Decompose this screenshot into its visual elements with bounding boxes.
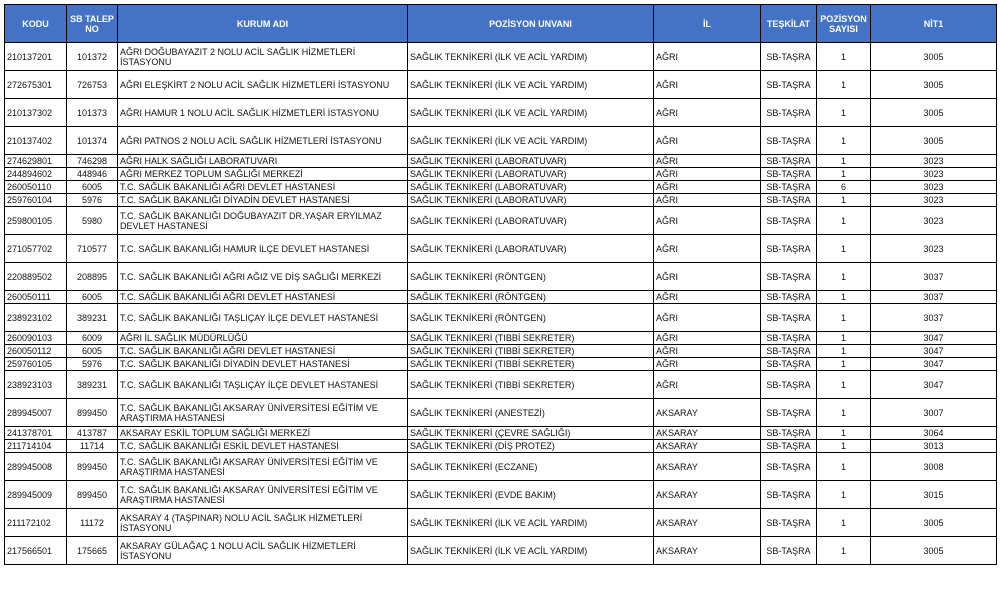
cell-talep-no: 6009 [67,332,118,345]
cell-sayi: 1 [817,332,871,345]
cell-il: AĞRI [654,304,761,332]
cell-teskilat: SB-TAŞRA [761,127,817,155]
table-row [5,207,997,235]
cell-teskilat: SB-TAŞRA [761,207,817,235]
cell-sayi: 1 [817,399,871,427]
cell-pozisyon: SAĞLIK TEKNİKERİ (ECZANE) [408,453,654,481]
cell-kurum: T.C. SAĞLIK BAKANLIĞI AĞRI DEVLET HASTANESİ [118,345,408,358]
table-row [5,155,997,168]
cell-il: AĞRI [654,235,761,263]
cell-talep-no: 5976 [67,358,118,371]
cell-kurum: T.C. SAĞLIK BAKANLIĞI TAŞLIÇAY İLÇE DEVLET HASTANESİ [118,371,408,399]
cell-talep-no: 208895 [67,263,118,291]
cell-teskilat: SB-TAŞRA [761,263,817,291]
cell-kurum: T.C. SAĞLIK BAKANLIĞI TAŞLIÇAY İLÇE DEVLET HASTANESİ [118,304,408,332]
cell-teskilat: SB-TAŞRA [761,537,817,565]
cell-kodu: 238923102 [5,304,67,332]
cell-teskilat: SB-TAŞRA [761,358,817,371]
cell-il: AKSARAY [654,453,761,481]
cell-kurum: AKSARAY GÜLAĞAÇ 1 NOLU ACİL SAĞLIK HİZMETLERİ İSTASYONU [118,537,408,565]
cell-nit: 3023 [871,155,997,168]
cell-teskilat: SB-TAŞRA [761,453,817,481]
cell-teskilat: SB-TAŞRA [761,481,817,509]
table-row [5,71,997,99]
cell-il: AĞRI [654,43,761,71]
cell-talep-no: 448946 [67,168,118,181]
table-row [5,371,997,399]
cell-talep-no: 101373 [67,99,118,127]
cell-kurum: T.C. SAĞLIK BAKANLIĞI AĞRI AĞIZ VE DİŞ SAĞLIĞI MERKEZİ [118,263,408,291]
cell-kurum: T.C. SAĞLIK BAKANLIĞI AĞRI DEVLET HASTANESİ [118,291,408,304]
header-kodu: KODU [5,5,67,43]
cell-kurum: AĞRI MERKEZ TOPLUM SAĞLIĞI MERKEZİ [118,168,408,181]
cell-talep-no: 11714 [67,440,118,453]
cell-pozisyon: SAĞLIK TEKNİKERİ (TIBBİ SEKRETER) [408,345,654,358]
cell-pozisyon: SAĞLIK TEKNİKERİ (İLK VE ACİL YARDIM) [408,43,654,71]
cell-nit: 3013 [871,440,997,453]
table-row [5,291,997,304]
cell-il: AKSARAY [654,440,761,453]
cell-kodu: 260090103 [5,332,67,345]
cell-nit: 3023 [871,207,997,235]
cell-pozisyon: SAĞLIK TEKNİKERİ (TIBBİ SEKRETER) [408,332,654,345]
header-il: İL [654,5,761,43]
cell-kurum: T.C. SAĞLIK BAKANLIĞI ESKİL DEVLET HASTANESİ [118,440,408,453]
cell-sayi: 1 [817,43,871,71]
table-row [5,427,997,440]
cell-pozisyon: SAĞLIK TEKNİKERİ (RÖNTGEN) [408,263,654,291]
cell-kurum: T.C. SAĞLIK BAKANLIĞI AKSARAY ÜNİVERSİTESİ EĞİTİM VE ARAŞTIRMA HASTANESİ [118,453,408,481]
cell-il: AĞRI [654,181,761,194]
cell-kodu: 211714104 [5,440,67,453]
cell-nit: 3023 [871,181,997,194]
cell-il: AKSARAY [654,427,761,440]
cell-nit: 3023 [871,235,997,263]
cell-nit: 3047 [871,332,997,345]
cell-teskilat: SB-TAŞRA [761,181,817,194]
table-row [5,399,997,427]
cell-teskilat: SB-TAŞRA [761,291,817,304]
cell-kodu: 211172102 [5,509,67,537]
cell-pozisyon: SAĞLIK TEKNİKERİ (LABORATUVAR) [408,207,654,235]
cell-il: AKSARAY [654,509,761,537]
cell-teskilat: SB-TAŞRA [761,235,817,263]
cell-il: AĞRI [654,207,761,235]
cell-nit: 3047 [871,345,997,358]
cell-kodu: 259760105 [5,358,67,371]
cell-teskilat: SB-TAŞRA [761,43,817,71]
table-row [5,481,997,509]
cell-teskilat: SB-TAŞRA [761,427,817,440]
cell-kurum: AĞRI HAMUR 1 NOLU ACİL SAĞLIK HİZMETLERİ İSTASYONU [118,99,408,127]
cell-il: AĞRI [654,345,761,358]
cell-kodu: 260050112 [5,345,67,358]
table-header-row [5,5,997,43]
cell-teskilat: SB-TAŞRA [761,440,817,453]
table-row [5,194,997,207]
cell-teskilat: SB-TAŞRA [761,509,817,537]
cell-pozisyon: SAĞLIK TEKNİKERİ (İLK VE ACİL YARDIM) [408,99,654,127]
cell-talep-no: 389231 [67,304,118,332]
cell-sayi: 1 [817,99,871,127]
cell-sayi: 1 [817,427,871,440]
cell-kodu: 274629801 [5,155,67,168]
cell-nit: 3005 [871,509,997,537]
cell-il: AĞRI [654,194,761,207]
cell-pozisyon: SAĞLIK TEKNİKERİ (ÇEVRE SAĞLIĞI) [408,427,654,440]
cell-sayi: 1 [817,71,871,99]
cell-sayi: 1 [817,304,871,332]
cell-nit: 3047 [871,358,997,371]
cell-kodu: 272675301 [5,71,67,99]
cell-nit: 3005 [871,43,997,71]
table-row [5,509,997,537]
cell-il: AĞRI [654,358,761,371]
cell-kurum: AĞRI ELEŞKİRT 2 NOLU ACİL SAĞLIK HİZMETLERİ İSTASYONU [118,71,408,99]
cell-nit: 3015 [871,481,997,509]
cell-sayi: 1 [817,127,871,155]
cell-sayi: 1 [817,168,871,181]
cell-kurum: AKSARAY 4 (TAŞPINAR) NOLU ACİL SAĞLIK HİZMETLERİ İSTASYONU [118,509,408,537]
cell-kodu: 289945007 [5,399,67,427]
cell-pozisyon: SAĞLIK TEKNİKERİ (TIBBİ SEKRETER) [408,358,654,371]
header-nit1: NİT1 [871,5,997,43]
cell-il: AĞRI [654,291,761,304]
cell-sayi: 1 [817,453,871,481]
position-table-sheet [4,4,997,565]
cell-il: AĞRI [654,332,761,345]
cell-kurum: AĞRI PATNOS 2 NOLU ACİL SAĞLIK HİZMETLERİ İSTASYONU [118,127,408,155]
cell-talep-no: 6005 [67,291,118,304]
cell-teskilat: SB-TAŞRA [761,99,817,127]
cell-kodu: 244894602 [5,168,67,181]
cell-sayi: 1 [817,358,871,371]
cell-kurum: T.C. SAĞLIK BAKANLIĞI DİYADİN DEVLET HASTANESİ [118,358,408,371]
cell-sayi: 1 [817,155,871,168]
cell-teskilat: SB-TAŞRA [761,371,817,399]
cell-sayi: 1 [817,207,871,235]
header-kurum-adi: KURUM ADI [118,5,408,43]
cell-talep-no: 11172 [67,509,118,537]
table-row [5,263,997,291]
cell-sayi: 6 [817,181,871,194]
cell-nit: 3047 [871,371,997,399]
cell-nit: 3023 [871,194,997,207]
cell-talep-no: 899450 [67,399,118,427]
cell-teskilat: SB-TAŞRA [761,155,817,168]
cell-sayi: 1 [817,371,871,399]
cell-nit: 3005 [871,537,997,565]
cell-nit: 3064 [871,427,997,440]
cell-sayi: 1 [817,481,871,509]
cell-kodu: 259760104 [5,194,67,207]
cell-kodu: 259800105 [5,207,67,235]
cell-kodu: 238923103 [5,371,67,399]
table-row [5,358,997,371]
cell-sayi: 1 [817,263,871,291]
cell-kurum: T.C. SAĞLIK BAKANLIĞI AĞRI DEVLET HASTANESİ [118,181,408,194]
cell-kodu: 217566501 [5,537,67,565]
header-teskilat: TEŞKİLAT [761,5,817,43]
cell-pozisyon: SAĞLIK TEKNİKERİ (LABORATUVAR) [408,194,654,207]
cell-sayi: 1 [817,345,871,358]
cell-nit: 3007 [871,399,997,427]
cell-teskilat: SB-TAŞRA [761,332,817,345]
cell-kurum: T.C. SAĞLIK BAKANLIĞI HAMUR İLÇE DEVLET HASTANESİ [118,235,408,263]
cell-pozisyon: SAĞLIK TEKNİKERİ (ANESTEZİ) [408,399,654,427]
table-row [5,345,997,358]
cell-talep-no: 101374 [67,127,118,155]
cell-talep-no: 389231 [67,371,118,399]
cell-teskilat: SB-TAŞRA [761,168,817,181]
position-table [4,4,997,565]
cell-pozisyon: SAĞLIK TEKNİKERİ (LABORATUVAR) [408,181,654,194]
cell-nit: 3037 [871,304,997,332]
cell-kurum: AĞRI HALK SAĞLIĞI LABORATUVARI [118,155,408,168]
cell-talep-no: 413787 [67,427,118,440]
cell-talep-no: 726753 [67,71,118,99]
cell-il: AĞRI [654,263,761,291]
cell-kurum: T.C. SAĞLIK BAKANLIĞI AKSARAY ÜNİVERSİTESİ EĞİTİM VE ARAŞTIRMA HASTANESİ [118,481,408,509]
cell-kodu: 241378701 [5,427,67,440]
cell-nit: 3037 [871,291,997,304]
cell-pozisyon: SAĞLIK TEKNİKERİ (LABORATUVAR) [408,168,654,181]
table-row [5,168,997,181]
table-row [5,99,997,127]
cell-talep-no: 101372 [67,43,118,71]
cell-talep-no: 710577 [67,235,118,263]
cell-pozisyon: SAĞLIK TEKNİKERİ (DİŞ PROTEZ) [408,440,654,453]
cell-kodu: 260050110 [5,181,67,194]
cell-il: AĞRI [654,71,761,99]
cell-sayi: 1 [817,537,871,565]
cell-sayi: 1 [817,440,871,453]
cell-sayi: 1 [817,235,871,263]
cell-kurum: T.C. SAĞLIK BAKANLIĞI AKSARAY ÜNİVERSİTESİ EĞİTİM VE ARAŞTIRMA HASTANESİ [118,399,408,427]
cell-kodu: 210137402 [5,127,67,155]
cell-pozisyon: SAĞLIK TEKNİKERİ (EVDE BAKIM) [408,481,654,509]
cell-talep-no: 175665 [67,537,118,565]
cell-talep-no: 899450 [67,481,118,509]
table-row [5,537,997,565]
cell-teskilat: SB-TAŞRA [761,345,817,358]
table-row [5,235,997,263]
header-sb-talep-no: SB TALEP NO [67,5,118,43]
cell-sayi: 1 [817,509,871,537]
cell-kodu: 220889502 [5,263,67,291]
cell-talep-no: 6005 [67,181,118,194]
table-row [5,43,997,71]
header-pozisyon-unvani: POZİSYON UNVANI [408,5,654,43]
cell-kodu: 289945009 [5,481,67,509]
table-row [5,332,997,345]
cell-kodu: 271057702 [5,235,67,263]
cell-nit: 3005 [871,71,997,99]
cell-talep-no: 899450 [67,453,118,481]
cell-teskilat: SB-TAŞRA [761,399,817,427]
cell-pozisyon: SAĞLIK TEKNİKERİ (RÖNTGEN) [408,304,654,332]
cell-talep-no: 746298 [67,155,118,168]
cell-il: AKSARAY [654,399,761,427]
cell-il: AĞRI [654,99,761,127]
cell-nit: 3037 [871,263,997,291]
table-row [5,304,997,332]
cell-talep-no: 5976 [67,194,118,207]
cell-teskilat: SB-TAŞRA [761,304,817,332]
cell-nit: 3005 [871,99,997,127]
cell-il: AĞRI [654,168,761,181]
cell-pozisyon: SAĞLIK TEKNİKERİ (İLK VE ACİL YARDIM) [408,537,654,565]
cell-pozisyon: SAĞLIK TEKNİKERİ (LABORATUVAR) [408,235,654,263]
cell-kurum: AĞRI İL SAĞLIK MÜDÜRLÜĞÜ [118,332,408,345]
cell-il: AKSARAY [654,481,761,509]
cell-nit: 3005 [871,127,997,155]
cell-kurum: T.C. SAĞLIK BAKANLIĞI DİYADİN DEVLET HASTANESİ [118,194,408,207]
cell-kodu: 210137201 [5,43,67,71]
cell-sayi: 1 [817,291,871,304]
cell-teskilat: SB-TAŞRA [761,71,817,99]
cell-kurum: T.C. SAĞLIK BAKANLIĞI DOĞUBAYAZIT DR.YAŞAR ERYILMAZ DEVLET HASTANESİ [118,207,408,235]
table-row [5,453,997,481]
cell-il: AĞRI [654,127,761,155]
cell-sayi: 1 [817,194,871,207]
table-row [5,440,997,453]
cell-il: AĞRI [654,371,761,399]
cell-kodu: 210137302 [5,99,67,127]
cell-nit: 3023 [871,168,997,181]
cell-kurum: AĞRI DOĞUBAYAZIT 2 NOLU ACİL SAĞLIK HİZMETLERİ İSTASYONU [118,43,408,71]
cell-talep-no: 5980 [67,207,118,235]
table-row [5,127,997,155]
cell-pozisyon: SAĞLIK TEKNİKERİ (İLK VE ACİL YARDIM) [408,509,654,537]
cell-kodu: 289945008 [5,453,67,481]
table-row [5,181,997,194]
cell-pozisyon: SAĞLIK TEKNİKERİ (İLK VE ACİL YARDIM) [408,127,654,155]
cell-pozisyon: SAĞLIK TEKNİKERİ (RÖNTGEN) [408,291,654,304]
cell-teskilat: SB-TAŞRA [761,194,817,207]
cell-kodu: 260050111 [5,291,67,304]
cell-pozisyon: SAĞLIK TEKNİKERİ (İLK VE ACİL YARDIM) [408,71,654,99]
cell-talep-no: 6005 [67,345,118,358]
cell-nit: 3008 [871,453,997,481]
header-pozisyon-sayisi: POZİSYON SAYISI [817,5,871,43]
cell-pozisyon: SAĞLIK TEKNİKERİ (TIBBİ SEKRETER) [408,371,654,399]
cell-il: AKSARAY [654,537,761,565]
cell-kurum: AKSARAY ESKİL TOPLUM SAĞLIĞI MERKEZİ [118,427,408,440]
cell-pozisyon: SAĞLIK TEKNİKERİ (LABORATUVAR) [408,155,654,168]
cell-il: AĞRI [654,155,761,168]
